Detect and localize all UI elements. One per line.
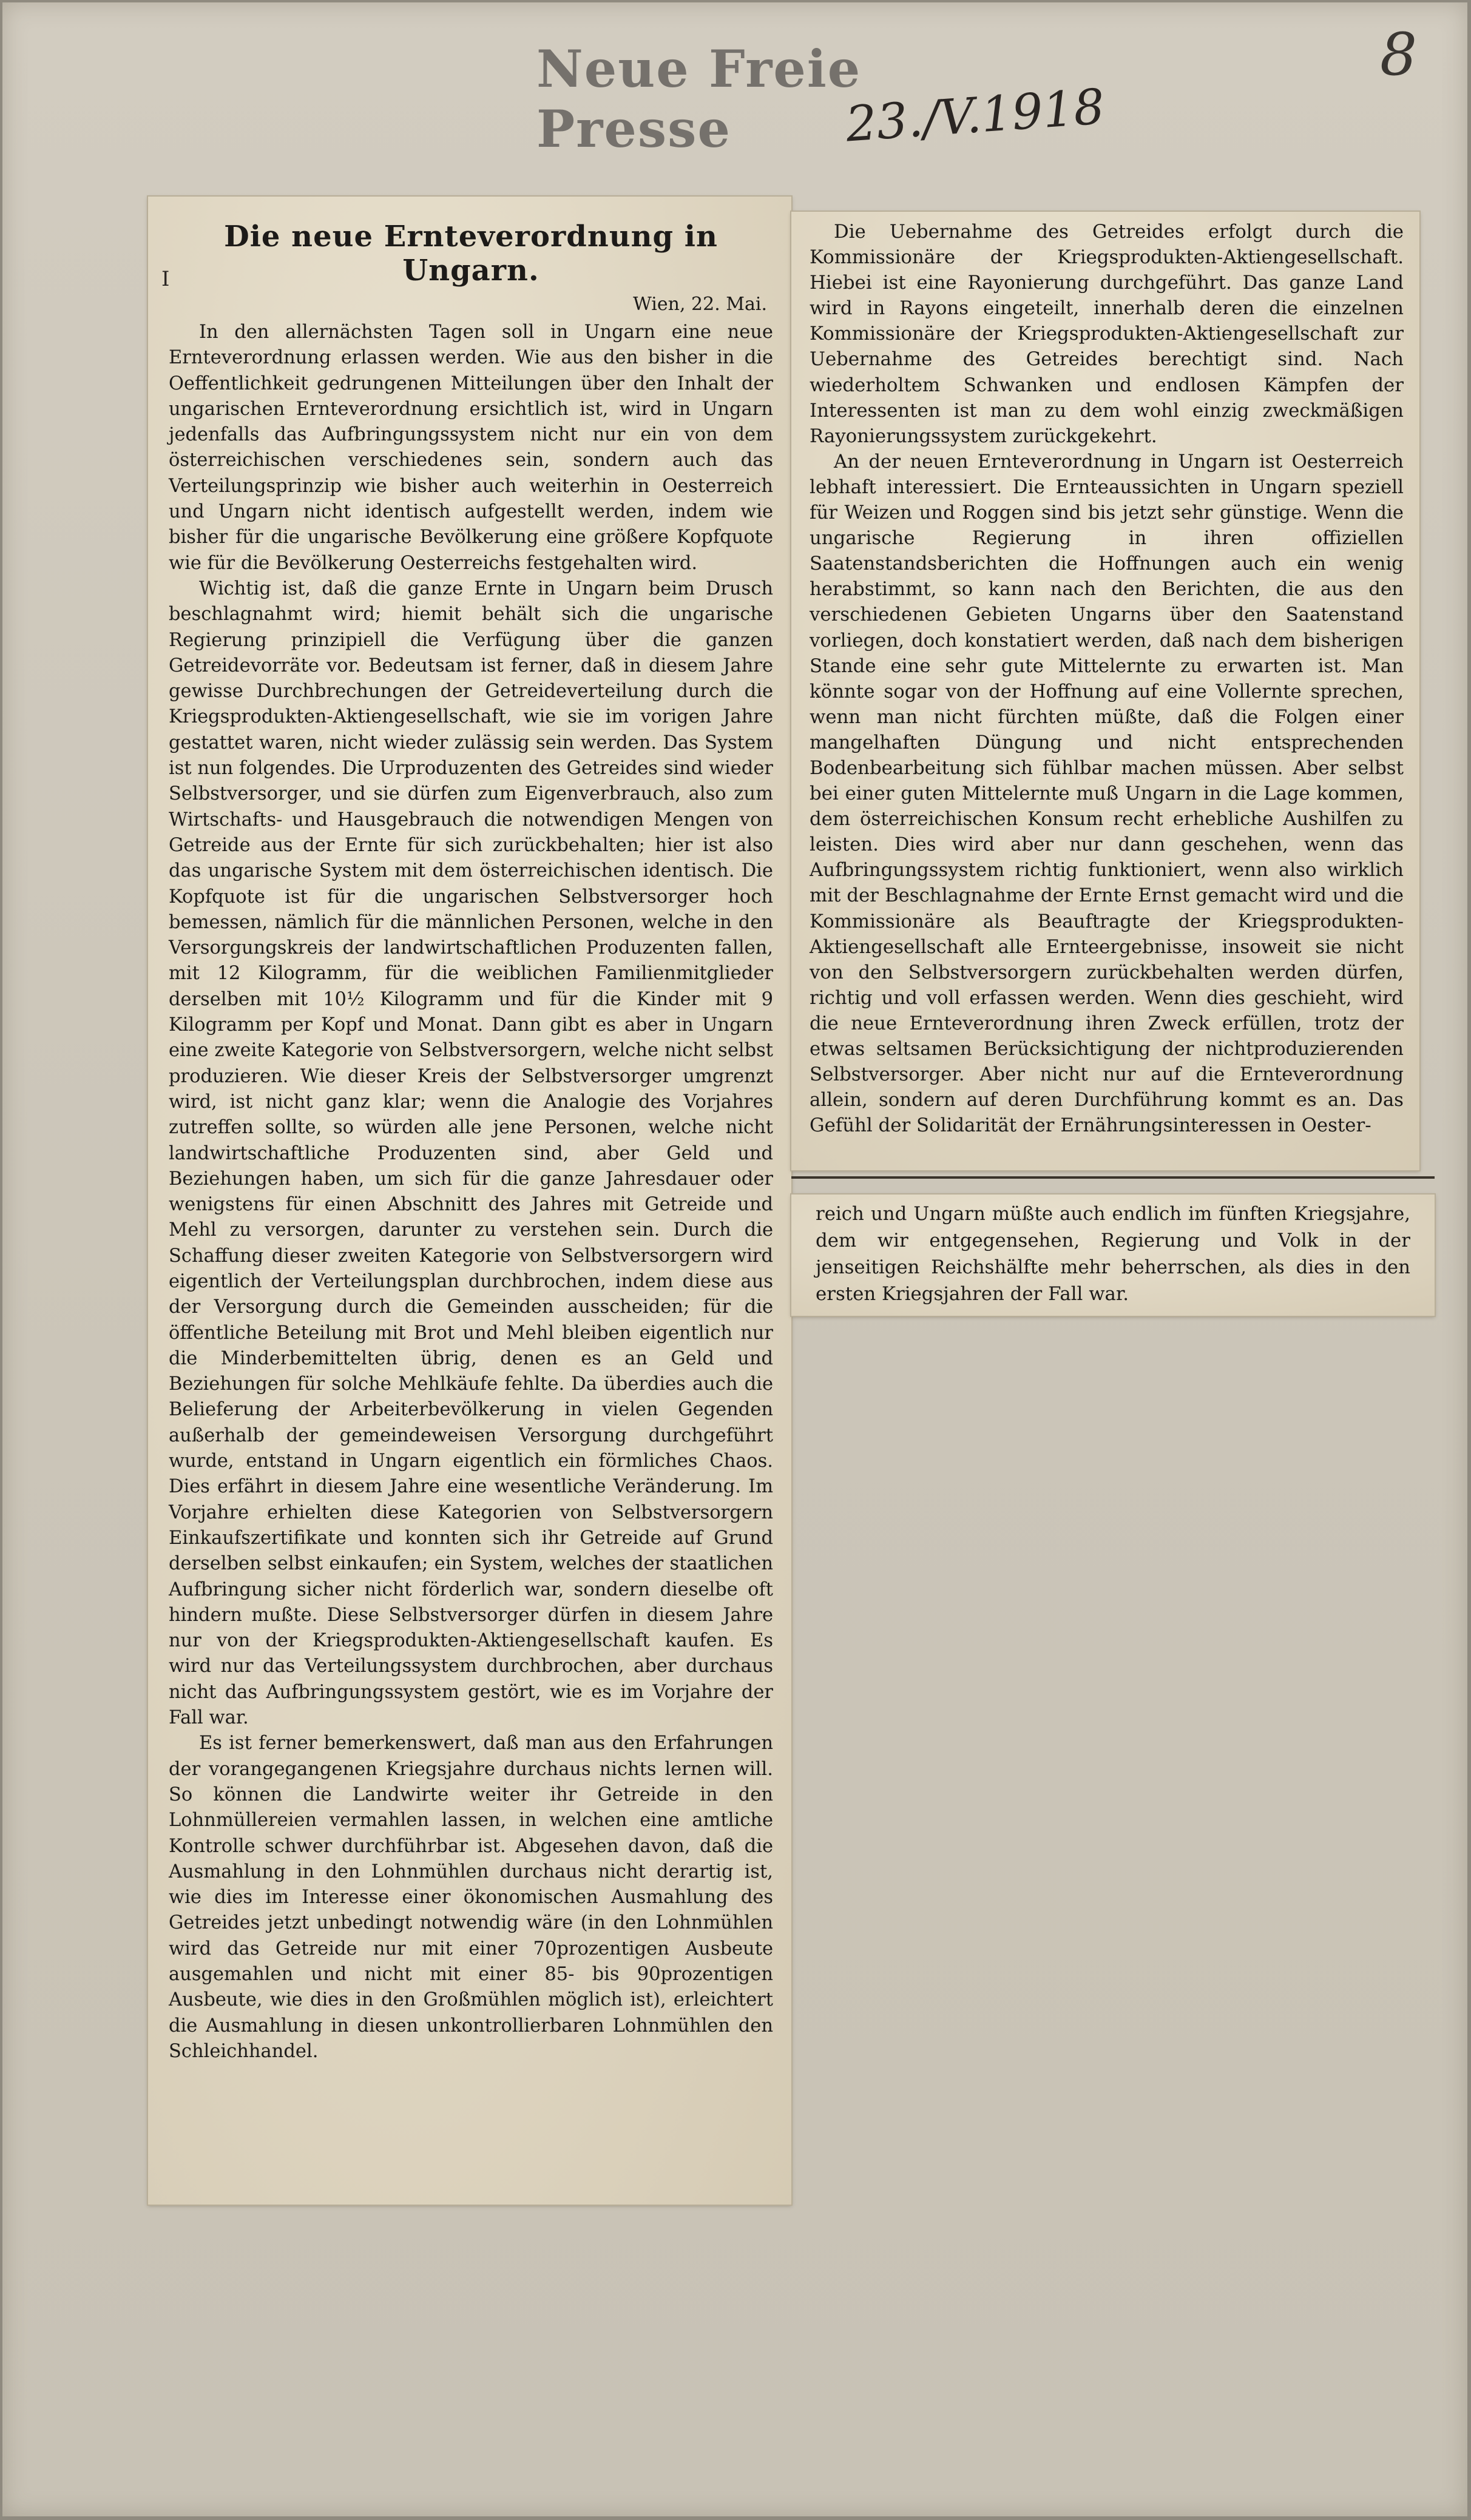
paragraph: Es ist ferner bemerkenswert, daß man aus den Erfahrungen der vorangegangenen Kriegsjahre durchaus nichts lernen will. So können die Landwirte weiter ihr Getreide in den Lohnmüllereien vermahlen lassen, in welchen eine amtliche Kontrolle schwer durchführbar ist. Abgesehen davon, daß die Ausmahlung in den Lohnmühlen durchaus nicht derartig ist, wie dies im Interesse einer ökonomischen Ausmahlung des Getreides jetzt unbedingt notwendig wäre (in den Lohnmühlen wird das Getreide nur mit einer 70prozentigen Ausbeute ausgemahlen und nicht mit einer 85- bis 90prozentigen Ausbeute, wie dies in den Großmühlen möglich ist), erleichtert die Ausmahlung in diesen unkontrollierbaren Lohnmühlen den Schleichhandel. — [169, 1733, 773, 2062]
article-dateline: Wien, 22. Mai. — [632, 294, 767, 315]
clipping-continuation — [791, 1194, 1435, 1316]
column-divider-rule — [791, 1176, 1435, 1179]
newspaper-name-stamp: Neue Freie Presse — [536, 39, 862, 159]
article-headline: Die neue Ernteverordnung in Ungarn. — [224, 220, 718, 288]
handwritten-date: 23./V.1918 — [844, 78, 1107, 153]
paragraph: An der neuen Ernteverordnung in Ungarn ist Oesterreich lebhaft interessiert. Die Ernteaussichten in Ungarn speziell für Weizen und Roggen sind bis jetzt sehr günstige. Wenn die ungarische Regierung in ihren offiziellen Saatenstandsberichten die Hoffnungen auch ein wenig herabstimmt, so kann nach den Berichten, die aus den verschiedenen Gebieten Ungarns über den Saatenstand vorliegen, doch konstatiert werden, daß nach dem bisherigen Stande eine sehr gute Mittelernte zu erwarten ist. Man könnte sogar von der Hoffnung auf eine Vollernte sprechen, wenn man nicht fürchten müßte, daß die Folgen einer mangelhaften Düngung und nicht entsprechenden Bodenbearbeitung sich fühlbar machen müssen. Aber selbst bei einer guten Mittelernte muß Ungarn in die Lage kommen, dem österreichischen Konsum recht erhebliche Aushilfen zu leisten. Dies wird aber nur dann geschehen, wenn das Aufbringungssystem richtig funktioniert, wenn also wirklich mit der Beschlagnahme der Ernte Ernst gemacht wird und die Kommissionäre als Beauftragte der Kriegsprodukten-Aktiengesellschaft alle Ernteergebnisse, insoweit sie nicht von den Selbstversorgern zurückbehalten werden dürfen, richtig und voll erfassen werden. Wenn dies geschieht, wird die neue Ernteverordnung ihren Zweck erfüllen, trotz der etwas seltsamen Berücksichtigung der nichtproduzierenden Selbstversorger. Aber nicht nur auf die Ernteverordnung allein, sondern auf deren Durchführung kommt es an. Das Gefühl der Solidarität der Ernährungsinteressen in Oester- — [810, 450, 1404, 1137]
margin-mark: I — [161, 267, 170, 291]
left-column-text — [169, 320, 773, 2064]
paragraph: In den allernächsten Tagen soll in Ungarn eine neue Ernteverordnung erlassen werden. Wie aus den bisher in die Oeffentlichkeit gedrungenen Mitteilungen über den Inhalt der ungarischen Ernteverordnung ersichtlich ist, wird in Ungarn jedenfalls das Aufbringungssystem nicht nur ein von dem österreichischen verschiedenes sein, sondern auch das Verteilungsprinzip wie bisher auch weiterhin in Oesterreich und Ungarn nicht identisch aufgestellt werden, indem wie bisher für die ungarische Bevölkerung eine größere Kopfquote wie für die Bevölkerung Oesterreichs festgehalten wird. — [169, 322, 773, 574]
paragraph: Die Uebernahme des Getreides erfolgt durch die Kommissionäre der Kriegsprodukten-Aktiengesellschaft. Hiebei ist eine Rayonierung durchgeführt. Das ganze Land wird in Rayons eingeteilt, innerhalb deren die einzelnen Kommissionäre der Kriegsprodukten-Aktiengesellschaft zur Uebernahme des Getreides berechtigt sind. Nach wiederholtem Schwanken und endlosen Kämpfen der Interessenten ist man zu dem wohl einzig zweckmäßigen Rayonierungssystem zurückgekehrt. — [810, 221, 1404, 447]
clipping-right-column — [791, 212, 1419, 1170]
clipping-left-column — [148, 197, 791, 2205]
paragraph: Wichtig ist, daß die ganze Ernte in Ungarn beim Drusch beschlagnahmt wird; hiemit behält sich die ungarische Regierung prinzipiell die Verfügung über die ganzen Getreidevorräte vor. Bedeutsam ist ferner, daß in diesem Jahre gewisse Durchbrechungen der Getreideverteilung durch die Kriegsprodukten-Aktiengesellschaft, wie sie im vorigen Jahre gestattet waren, nicht wieder zulässig sein werden. Das System ist nun folgendes. Die Urproduzenten des Getreides sind wieder Selbstversorger, und sie dürfen zum Eigenverbrauch, also zum Wirtschafts- und Hausgebrauch die notwendigen Mengen von Getreide aus der Ernte für sich zurückbehalten; hier ist also das ungarische System mit dem österreichischen identisch. Die Kopfquote ist für die ungarischen Selbstversorger hoch bemessen, nämlich für die männlichen Personen, welche in den Versorgungskreis der landwirtschaftlichen Produzenten fallen, mit 12 Kilogramm, für die weiblichen Familienmitglieder derselben mit 10½ Kilogramm und für die Kinder mit 9 Kilogramm per Kopf und Monat. Dann gibt es aber in Ungarn eine zweite Kategorie von Selbstversorgern, welche nicht selbst produzieren. Wie dieser Kreis der Selbstversorger umgrenzt wird, ist nicht ganz klar; wenn die Analogie des Vorjahres zutreffen sollte, so würden alle jene Personen, welche nicht landwirtschaftliche Produzenten sind, aber Geld und Beziehungen haben, um sich für die ganze Jahresdauer oder wenigstens für einen Abschnitt des Jahres mit Getreide und Mehl zu versorgen, darunter zu verstehen sein. Durch die Schaffung dieser zweiten Kategorie von Selbstversorgern wird eigentlich der Verteilungsplan durchbrochen, indem diese aus der Versorgung durch die Gemeinden ausscheiden; für die öffentliche Beteilung mit Brot und Mehl bleiben eigentlich nur die Minderbemittelten übrig, denen es an Geld und Beziehungen für solche Mehlkäufe fehlte. Da überdies auch die Belieferung der Arbeiterbevölkerung in vielen Gegenden außerhalb der gemeindeweisen Versorgung durchgeführt wurde, entstand in Ungarn eigentlich ein förmliches Chaos. Dies erfährt in diesem Jahre eine wesentliche Veränderung. Im Vorjahre erhielten diese Kategorien von Selbstversorgern Einkaufszertifikate und konnten sich ihr Getreide auf Grund derselben selbst einkaufen; ein System, welches der staatlichen Aufbringung sicher nicht förderlich war, sondern dieselbe oft hindern mußte. Diese Selbstversorger dürfen in diesem Jahre nur von der Kriegsprodukten-Aktiengesellschaft kaufen. Es wird nur das Verteilungssystem durchbrochen, aber durchaus nicht das Aufbringungssystem gestört, wie es im Vorjahre der Fall war. — [169, 578, 773, 1729]
right-column-text — [810, 219, 1404, 1138]
handwritten-page-number: 8 — [1380, 21, 1418, 89]
continuation-text — [816, 1201, 1410, 1307]
paragraph: reich und Ungarn müßte auch endlich im fünften Kriegsjahre, dem wir entgegensehen, Regierung und Volk in der jenseitigen Reichshälfte mehr beherrschen, als dies in den ersten Kriegsjahren der Fall war. — [816, 1203, 1410, 1305]
archive-sheet — [2, 2, 1467, 2516]
